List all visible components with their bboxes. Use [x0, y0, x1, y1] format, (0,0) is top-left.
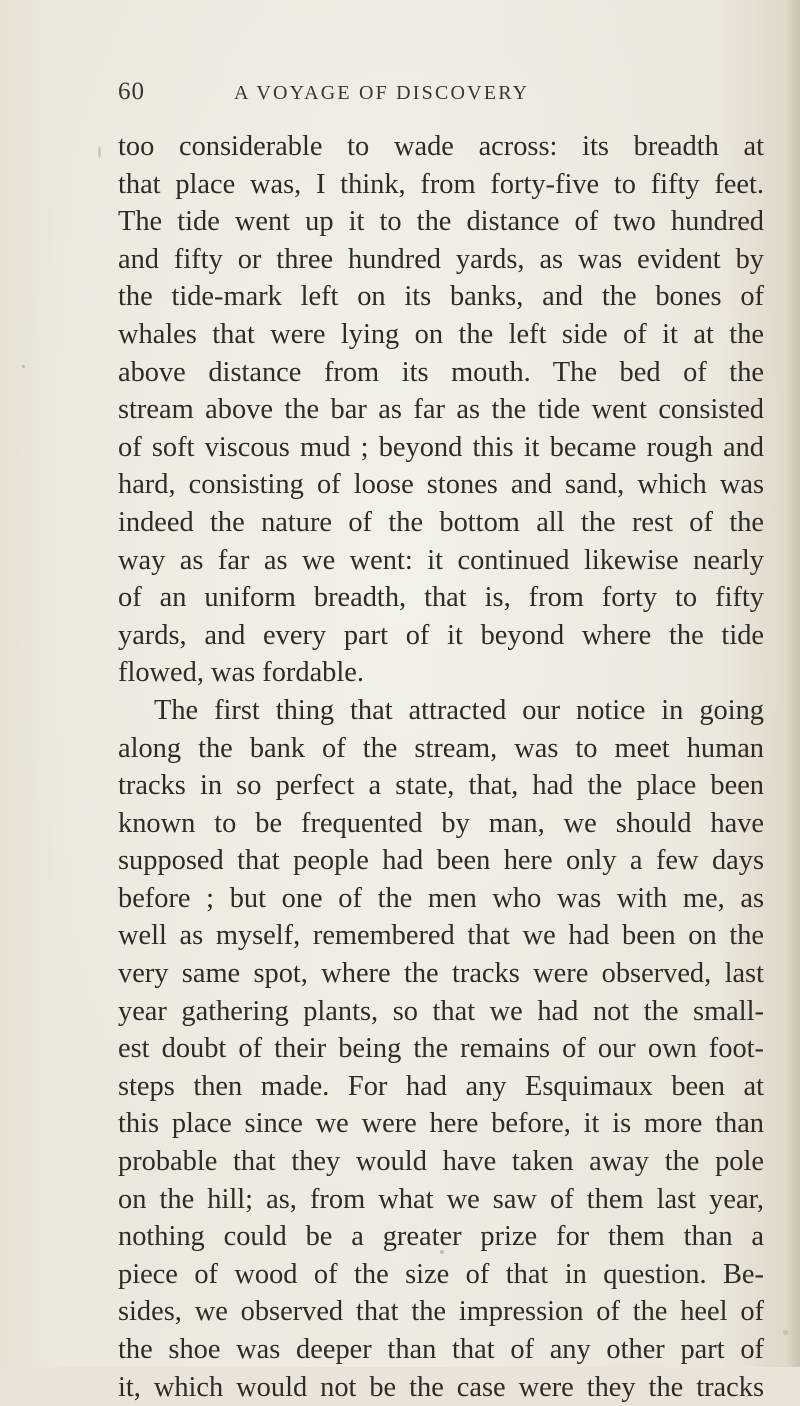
text-line: well as myself, remembered that we had been on the: [118, 920, 764, 952]
page-number: 60: [118, 78, 145, 105]
text-line: the shoe was deeper than that of any other part of: [118, 1334, 764, 1365]
text-line: The tide went up it to the distance of two hundred: [118, 206, 764, 238]
text-line: and fifty or three hundred yards, as was evident by: [118, 243, 764, 275]
text-line: of soft viscous mud ; beyond this it became rough and: [118, 431, 764, 463]
text-line: this place since we were here before, it is more than: [118, 1108, 764, 1140]
text-line: supposed that people had been here only a few days: [118, 845, 764, 877]
text-line: on the hill; as, from what we saw of them last year,: [118, 1183, 764, 1215]
text-line: hard, consisting of loose stones and sand, which was: [118, 469, 764, 501]
running-title: A VOYAGE OF DISCOVERY: [234, 82, 530, 104]
text-line: tracks in so perfect a state, that, had the place been: [118, 770, 764, 802]
text-line: along the bank of the stream, was to meet human: [118, 732, 764, 764]
text-line: known to be frequented by man, we should have: [118, 807, 764, 839]
text-line: probable that they would have taken away the pole: [118, 1146, 764, 1178]
text-line: that place was, I think, from forty-five to fifty feet.: [118, 168, 764, 200]
text-line: est doubt of their being the remains of our own foot-: [118, 1033, 764, 1065]
body-text: [118, 128, 764, 1406]
text-line: it, which would not be the case were they the tracks: [118, 1371, 764, 1403]
text-line: above distance from its mouth. The bed of the: [118, 356, 764, 388]
text-line: piece of wood of the size of that in question. Be-: [118, 1258, 764, 1290]
page-edge-shadow: [786, 0, 800, 1367]
text-line: nothing could be a greater prize for them than a: [118, 1221, 764, 1253]
text-line: yards, and every part of it beyond where the tide: [118, 619, 764, 651]
text-line: steps then made. For had any Esquimaux been at: [118, 1070, 764, 1102]
text-line: the tide-mark left on its banks, and the bones of: [118, 281, 764, 313]
text-line: indeed the nature of the bottom all the rest of the: [118, 506, 764, 538]
text-line: before ; but one of the men who was with me, as: [118, 882, 764, 914]
speck: [98, 146, 101, 158]
running-head: [118, 78, 708, 114]
paragraph-start-line: The first thing that attracted our notice in going: [154, 694, 764, 726]
text-line: way as far as we went: it continued likewise nearly: [118, 544, 764, 576]
paragraph-end-line: flowed, was fordable.: [118, 657, 364, 689]
text-line: whales that were lying on the left side of it at the: [118, 318, 764, 350]
text-line: stream above the bar as far as the tide went consisted: [118, 394, 764, 426]
text-line: sides, we observed that the impression of the heel of: [118, 1296, 764, 1328]
speck: [783, 1330, 788, 1335]
text-line: too considerable to wade across: its breadth at: [118, 131, 764, 162]
text-line: year gathering plants, so that we had not the small-: [118, 995, 764, 1027]
text-line: very same spot, where the tracks were observed, last: [118, 958, 764, 990]
text-line: of an uniform breadth, that is, from forty to fifty: [118, 582, 764, 614]
speck: [22, 365, 25, 368]
